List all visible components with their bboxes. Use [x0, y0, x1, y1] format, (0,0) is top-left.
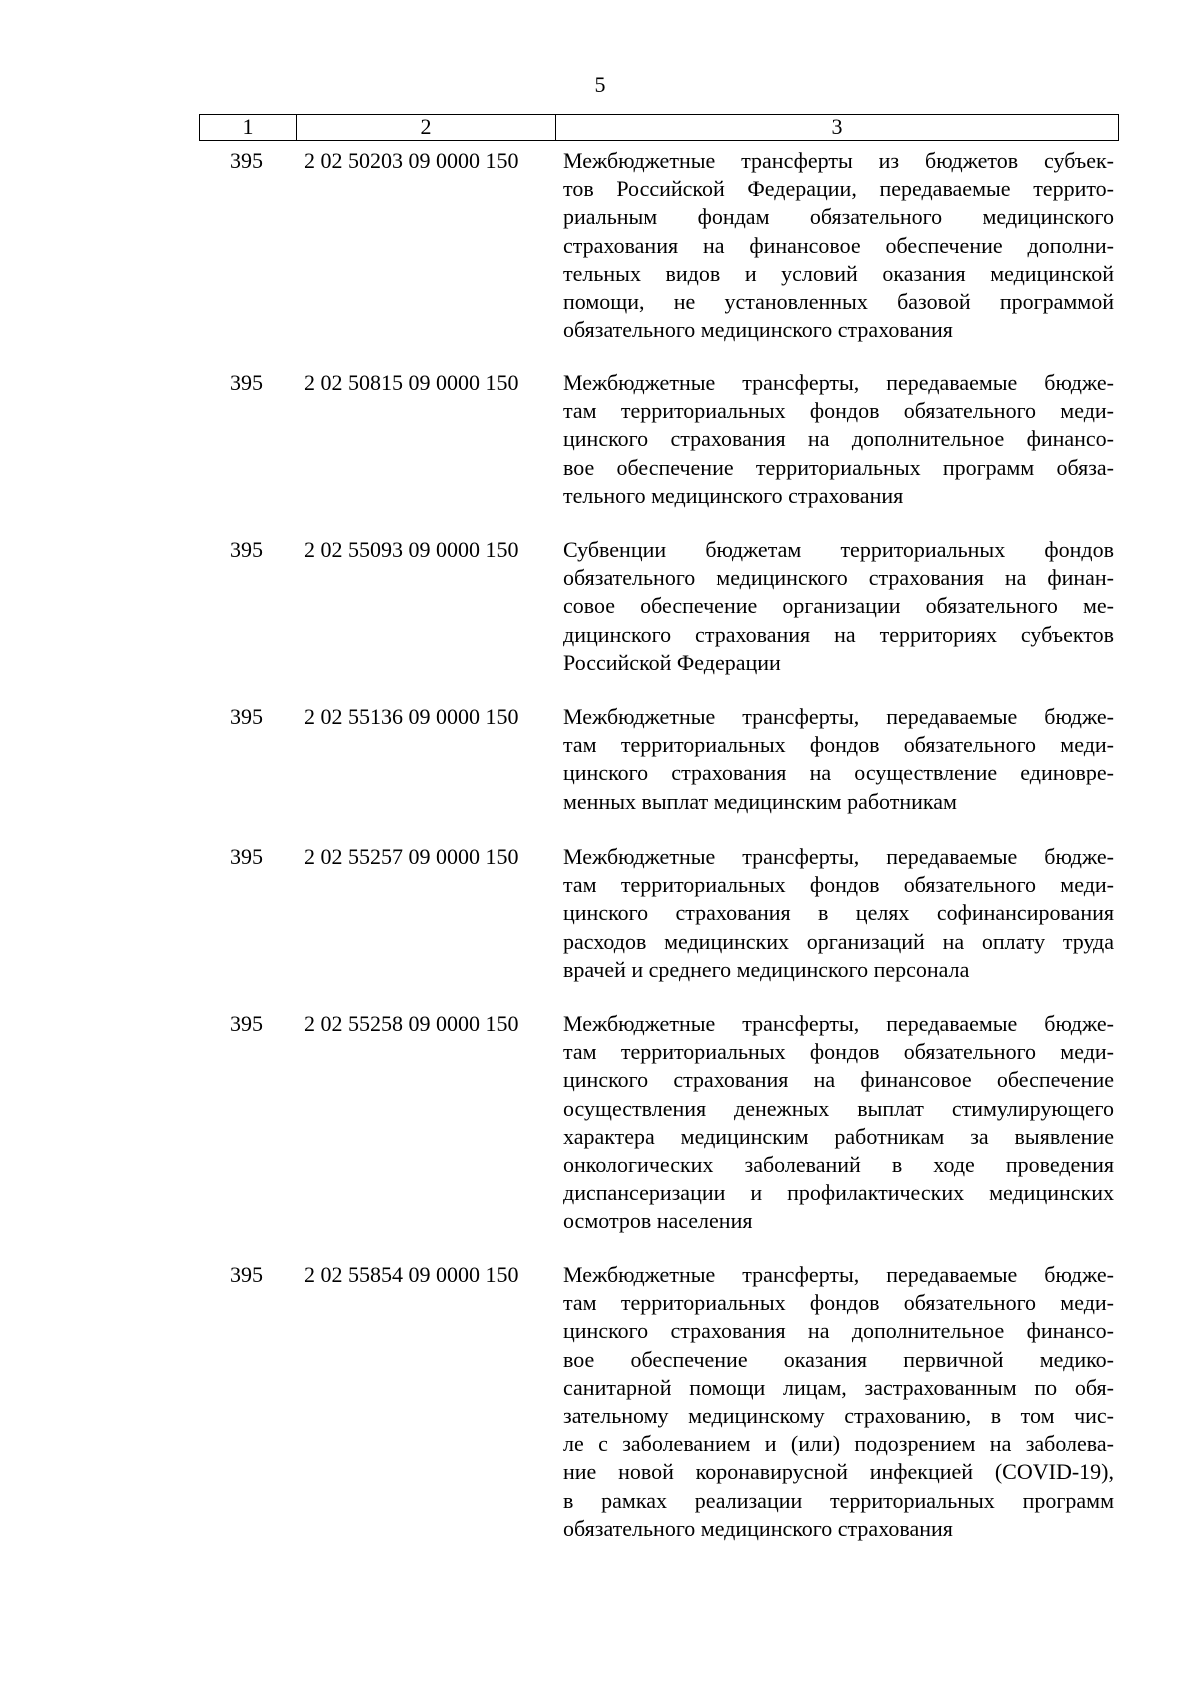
budget-code-cell: 2 02 55258 09 0000 150	[304, 1011, 519, 1036]
description-line: вое обеспечение территориальных программ обяза-	[563, 454, 1114, 480]
admin-code-cell: 395	[230, 537, 263, 562]
description-line: там территориальных фондов обязательного меди-	[563, 872, 1114, 898]
description-line: риальным фондам обязательного медицинского	[563, 204, 1114, 230]
description-line: цинского страхования на осуществление единовре-	[563, 760, 1114, 786]
description-line: там территориальных фондов обязательного меди-	[563, 398, 1114, 424]
description-cell	[563, 843, 1114, 984]
description-line: Межбюджетные трансферты, передаваемые бюдже-	[563, 704, 1114, 729]
description-line: обязательного медицинского страхования	[563, 317, 953, 343]
description-line: Субвенции бюджетам территориальных фондов	[563, 537, 1114, 562]
description-line: ние новой коронавирусной инфекцией (COVID-19),	[563, 1459, 1114, 1485]
description-line: цинского страхования на дополнительное финансо-	[563, 426, 1114, 452]
budget-code-cell: 2 02 55854 09 0000 150	[304, 1262, 519, 1287]
admin-code-cell: 395	[230, 1011, 263, 1036]
column-header-2: 2	[297, 115, 556, 140]
description-line: помощи, не установленных базовой программой	[563, 289, 1114, 315]
description-line: цинского страхования на финансовое обеспечение	[563, 1067, 1114, 1093]
description-line: осуществления денежных выплат стимулирующего	[563, 1095, 1114, 1121]
description-line: обязательного медицинского страхования на финан-	[563, 565, 1114, 591]
description-cell	[563, 147, 1114, 344]
budget-code-cell: 2 02 55257 09 0000 150	[304, 844, 519, 869]
budget-code-cell: 2 02 55093 09 0000 150	[304, 537, 519, 562]
description-line: там территориальных фондов обязательного меди-	[563, 1039, 1114, 1065]
description-line: расходов медицинских организаций на оплату труда	[563, 928, 1114, 954]
admin-code-cell: 395	[230, 148, 263, 173]
admin-code-cell: 395	[230, 1262, 263, 1287]
description-line: зательному медицинскому страхованию, в том чис-	[563, 1403, 1114, 1429]
admin-code-cell: 395	[230, 370, 263, 395]
description-line: совое обеспечение организации обязательного ме-	[563, 593, 1114, 619]
description-line: дицинского страхования на территориях субъектов	[563, 621, 1114, 647]
description-line: там территориальных фондов обязательного меди-	[563, 732, 1114, 758]
budget-code-cell: 2 02 50203 09 0000 150	[304, 148, 519, 173]
description-line: цинского страхования на дополнительное финансо-	[563, 1318, 1114, 1344]
description-line: ле с заболеванием и (или) подозрением на заболева-	[563, 1431, 1114, 1457]
description-line: Межбюджетные трансферты, передаваемые бюдже-	[563, 1262, 1114, 1287]
description-line: тельного медицинского страхования	[563, 482, 904, 508]
description-line: Российской Федерации	[563, 649, 781, 675]
description-line: диспансеризации и профилактических медицинских	[563, 1180, 1114, 1206]
admin-code-cell: 395	[230, 704, 263, 729]
description-line: врачей и среднего медицинского персонала	[563, 956, 970, 982]
description-cell	[563, 703, 1114, 816]
description-cell	[563, 369, 1114, 510]
description-line: менных выплат медицинским работникам	[563, 788, 957, 814]
description-line: Межбюджетные трансферты, передаваемые бюдже-	[563, 1011, 1114, 1036]
column-header-3: 3	[831, 114, 843, 139]
description-line: обязательного медицинского страхования	[563, 1515, 953, 1541]
description-line: в рамках реализации территориальных программ	[563, 1487, 1114, 1513]
description-cell	[563, 1010, 1114, 1236]
page-number: 5	[594, 72, 606, 97]
budget-code-cell: 2 02 50815 09 0000 150	[304, 370, 519, 395]
description-line: характера медицинским работникам за выявление	[563, 1123, 1114, 1149]
description-line: санитарной помощи лицам, застрахованным по обя-	[563, 1374, 1114, 1400]
column-header-1: 1	[200, 115, 297, 140]
description-line: тов Российской Федерации, передаваемые террито-	[563, 176, 1114, 202]
table-header	[199, 114, 1119, 141]
description-line: осмотров населения	[563, 1208, 753, 1234]
description-cell	[563, 1261, 1114, 1543]
admin-code-cell: 395	[230, 844, 263, 869]
description-line: страхования на финансовое обеспечение дополни-	[563, 232, 1114, 258]
description-line: Межбюджетные трансферты, передаваемые бюдже-	[563, 844, 1114, 869]
description-line: онкологических заболеваний в ходе проведения	[563, 1152, 1114, 1178]
description-line: Межбюджетные трансферты из бюджетов субъек-	[563, 148, 1114, 173]
description-line: вое обеспечение оказания первичной медико-	[563, 1346, 1114, 1372]
description-line: там территориальных фондов обязательного меди-	[563, 1290, 1114, 1316]
description-line: цинского страхования в целях софинансирования	[563, 900, 1114, 926]
description-line: Межбюджетные трансферты, передаваемые бюдже-	[563, 370, 1114, 395]
description-line: тельных видов и условий оказания медицинской	[563, 260, 1114, 286]
budget-code-cell: 2 02 55136 09 0000 150	[304, 704, 519, 729]
description-cell	[563, 536, 1114, 677]
